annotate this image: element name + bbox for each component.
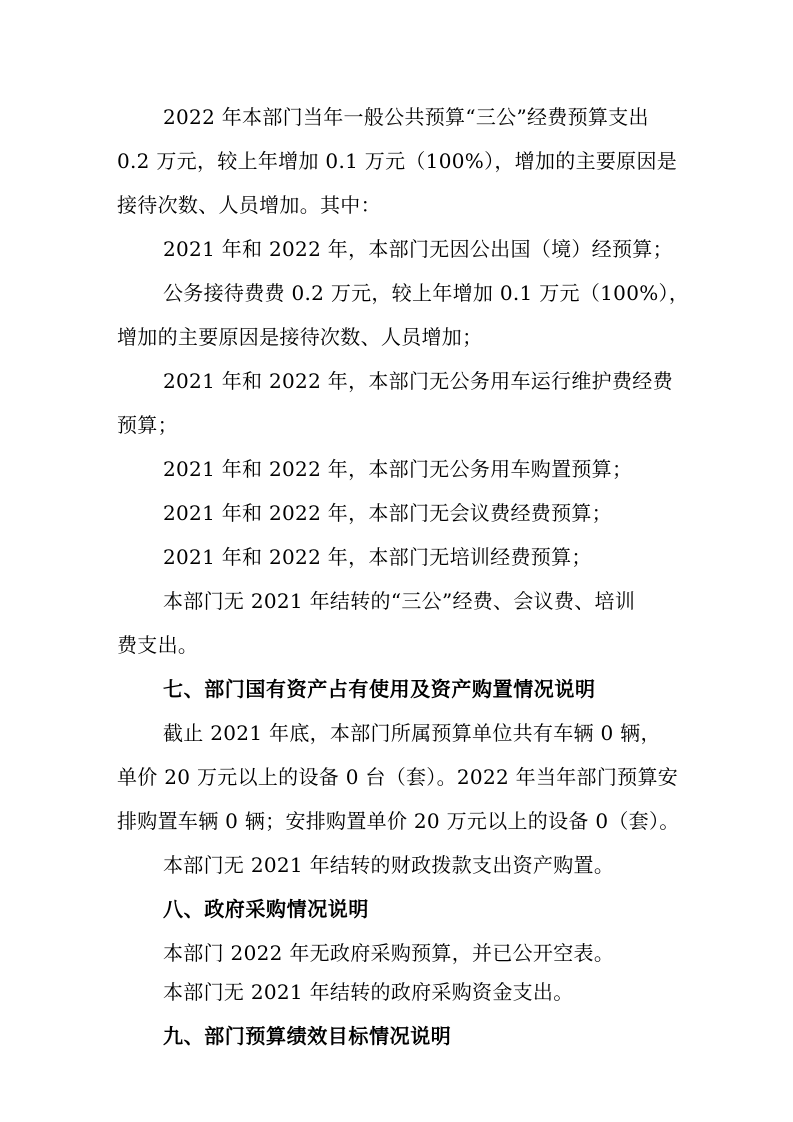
paragraph-line-5: 公务接待费费 0.2 万元，较上年增加 0.1 万元（100%），: [163, 281, 690, 305]
section-7-line-3: 排购置车辆 0 辆；安排购置单价 20 万元以上的设备 0（套）。: [117, 809, 680, 833]
paragraph-line-8: 预算；: [117, 413, 178, 437]
section-7-line-1: 截止 2021 年底，本部门所属预算单位共有车辆 0 辆，: [163, 721, 661, 745]
paragraph-line-7: 2021 年和 2022 年，本部门无公务用车运行维护费经费: [163, 369, 673, 393]
section-8-line-1: 本部门 2022 年无政府采购预算，并已公开空表。: [163, 941, 615, 965]
paragraph-line-2: 0.2 万元，较上年增加 0.1 万元（100%），增加的主要原因是: [117, 149, 678, 173]
paragraph-line-13: 费支出。: [117, 633, 199, 657]
paragraph-line-6: 增加的主要原因是接待次数、人员增加；: [117, 325, 483, 349]
section-7-line-4: 本部门无 2021 年结转的财政拨款支出资产购置。: [163, 853, 615, 877]
section-9-heading: 九、部门预算绩效目标情况说明: [163, 1024, 452, 1048]
section-7-heading: 七、部门国有资产占有使用及资产购置情况说明: [163, 677, 596, 701]
paragraph-line-9: 2021 年和 2022 年，本部门无公务用车购置预算；: [163, 457, 633, 481]
section-8-line-2: 本部门无 2021 年结转的政府采购资金支出。: [163, 980, 574, 1004]
paragraph-line-10: 2021 年和 2022 年，本部门无会议费经费预算；: [163, 501, 612, 525]
paragraph-line-3: 接待次数、人员增加。其中：: [117, 193, 381, 217]
paragraph-line-12: 本部门无 2021 年结转的“三公”经费、会议费、培训: [163, 589, 636, 613]
section-8-heading: 八、政府采购情况说明: [163, 897, 369, 921]
paragraph-line-1: 2022 年本部门当年一般公共预算“三公”经费预算支出: [163, 105, 649, 129]
section-7-line-2: 单价 20 万元以上的设备 0 台（套）。2022 年当年部门预算安: [117, 765, 679, 789]
paragraph-line-11: 2021 年和 2022 年，本部门无培训经费预算；: [163, 545, 592, 569]
paragraph-line-4: 2021 年和 2022 年，本部门无因公出国（境）经预算；: [163, 237, 673, 261]
